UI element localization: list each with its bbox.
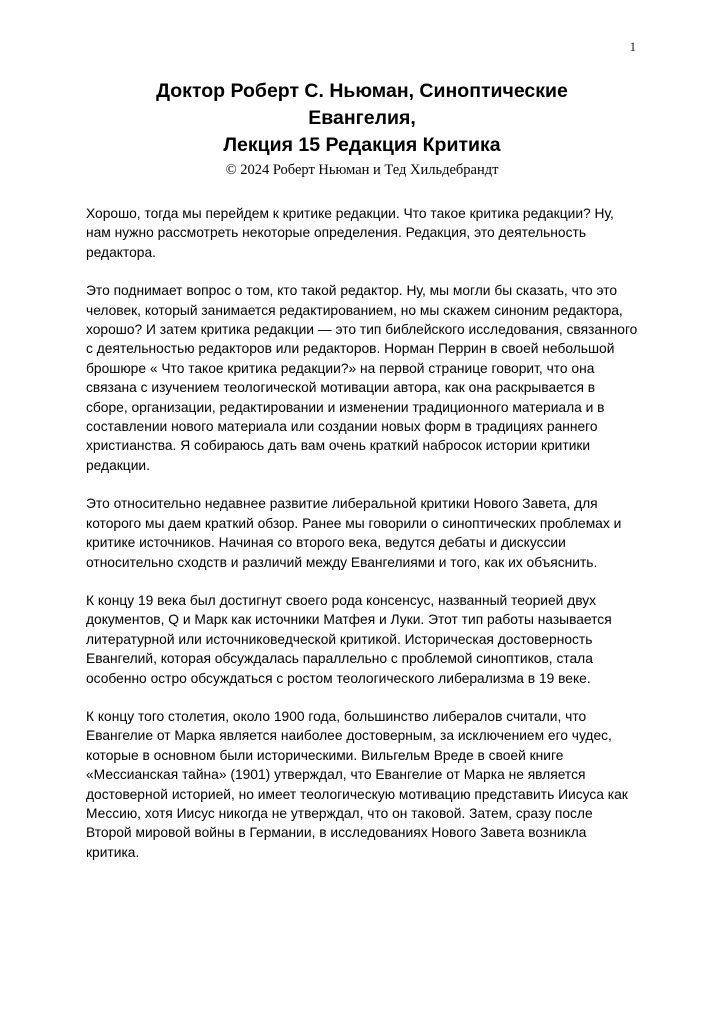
paragraph-1: Хорошо, тогда мы перейдем к критике редакции. Что такое критика редакции? Ну, нам нужно рассмотреть некоторые определения. Редакция, это деятельность редактора. — [86, 206, 614, 260]
paragraph-5: К концу того столетия, около 1900 года, большинство либералов считали, что Евангелие от Марка является наиболее достоверным, за исключением его чудес, которые в основном были историческими. Вильгельм Вреде в своей книге «Мессианская тайна» (1901) утверждал, что Евангелие от Марка не является достоверной историей, но имеет теологическую мотивацию представить Иисуса как Мессию, хотя Иисус никогда не утверждал, что он таковой. Затем, сразу после Второй мировой войны в Германии, в исследованиях Нового Завета возникла критика. — [86, 708, 628, 860]
page-number: 1 — [629, 40, 636, 54]
paragraph-2: Это поднимает вопрос о том, кто такой редактор. Ну, мы могли бы сказать, что это человек, который занимается редактированием, но мы скажем синоним редактора, хорошо? И затем критика редакции — это тип библейского исследования, связанного с деятельностью редакторов или редакторов. Норман Перрин в своей небольшой брошюре « Что такое критика редакции?» на первой странице говорит, что она связана с изучением теологической мотивации автора, как она раскрывается в сборе, организации, редактировании и изменении традиционного материала и в составлении нового материала или создании новых форм в традициях раннего христианства. Я собираюсь дать вам очень краткий набросок истории критики редакции. — [86, 283, 638, 473]
title-line-1: Доктор Роберт С. Ньюман, Синоптические — [156, 80, 568, 102]
document-title — [86, 78, 638, 159]
copyright-line: © 2024 Роберт Ньюман и Тед Хильдебрандт — [225, 162, 499, 178]
paragraph-4: К концу 19 века был достигнут своего рода консенсус, названный теорией двух документов, Q и Марк как источники Матфея и Луки. Этот тип работы называется литературной или источниковедческой критикой. Историческая достоверность Евангелий, которая обсуждалась параллельно с проблемой синоптиков, стала особенно остро обсуждаться с ростом теологического либерализма в 19 веке. — [86, 592, 612, 686]
document-body — [86, 204, 638, 862]
title-line-3: Лекция 15 Редакция Критика — [223, 134, 501, 156]
title-line-2: Евангелия, — [308, 107, 416, 129]
paragraph-3: Это относительно недавнее развитие либеральной критики Нового Завета, для которого мы даем краткий обзор. Ранее мы говорили о синоптических проблемах и критике источников. Начиная со второго века, ведутся дебаты и дискуссии относительно сходств и различий между Евангелиями и того, как их объяснить. — [86, 496, 622, 570]
document-header — [86, 78, 638, 179]
